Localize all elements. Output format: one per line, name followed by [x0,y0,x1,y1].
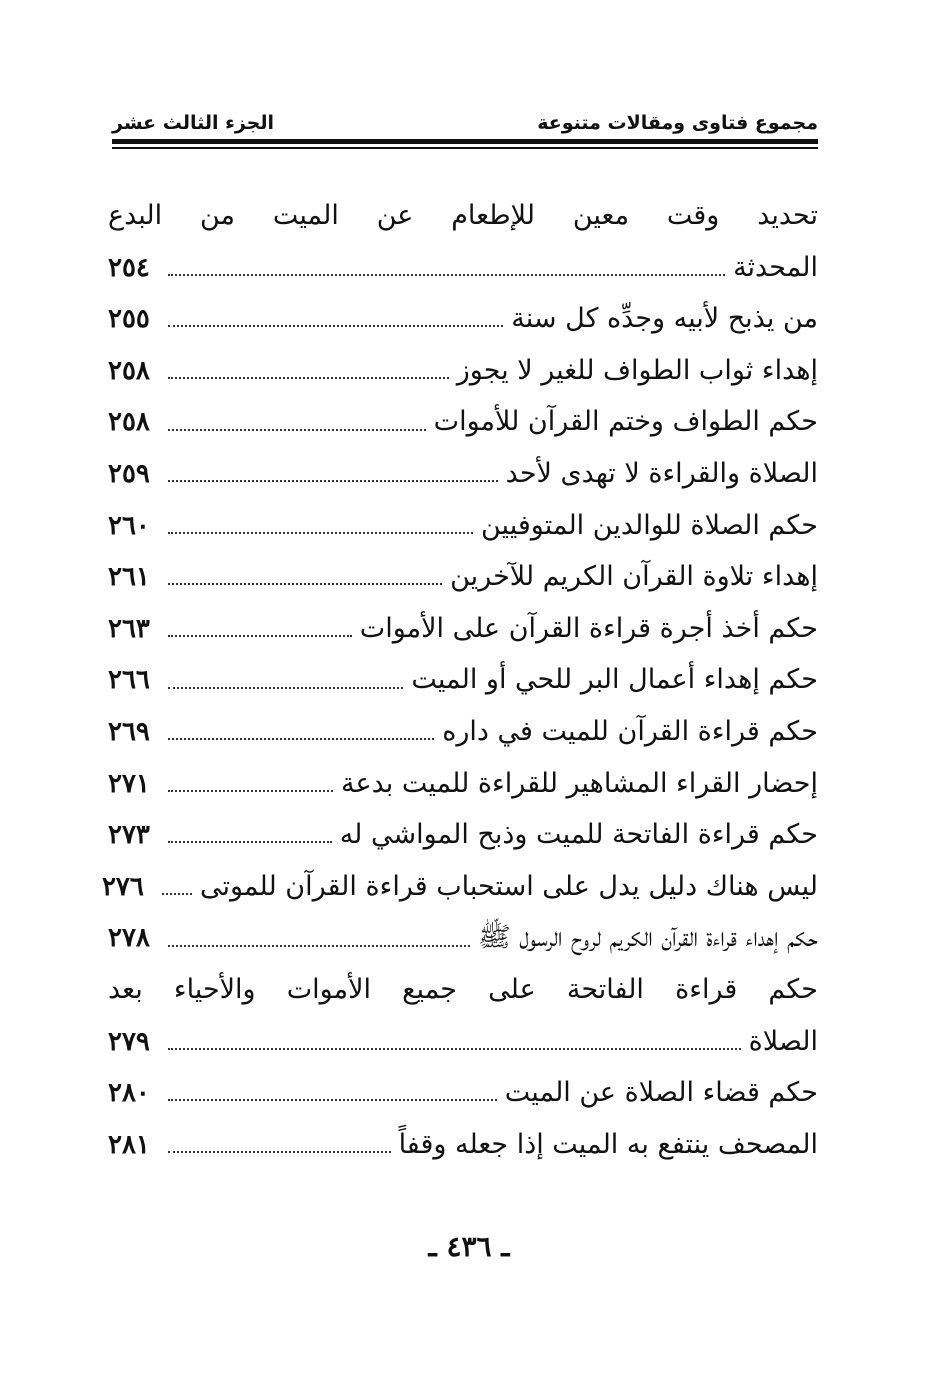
header-rule-thin [112,147,818,149]
dot-leader [168,634,352,637]
toc-entry [108,1016,818,1068]
toc-entry-page: ٢٧٩ [108,1026,150,1057]
dot-leader [162,892,192,895]
toc-entry [108,809,818,861]
toc-entry-page: ٢٨١ [108,1129,150,1160]
dot-leader [168,737,434,740]
toc-entry-page: ٢٥٥ [108,304,150,335]
toc-entry [108,603,818,655]
toc-entry-title: إهداء ثواب الطواف للغير لا يجوز [456,354,818,386]
dot-leader [168,1047,741,1050]
toc-entry-page: ٢٦٦ [108,665,150,696]
toc-entry-page: ٢٦١ [108,562,150,593]
toc-entry-page: ٢٥٤ [108,252,150,283]
toc-entry-title: حكم أخذ أجرة قراءة القرآن على الأموات [359,612,818,644]
toc-entry-title: المصحف ينتفع به الميت إذا جعله وقفاً [398,1128,818,1160]
dot-leader [168,1098,497,1101]
dot-leader [168,582,442,585]
dot-leader [168,1150,391,1153]
table-of-contents [101,190,818,1170]
toc-entry-page: ٢٨٠ [108,1078,150,1109]
toc-entry [108,964,818,1016]
toc-entry [108,1067,818,1119]
page-number: ـ ٤٣٦ ـ [428,1230,510,1263]
toc-entry-title: إهداء تلاوة القرآن الكريم للآخرين [450,561,818,593]
toc-entry [108,242,818,294]
toc-entry [108,500,818,552]
toc-entry-page: ٢٧٣ [108,820,150,851]
dot-leader [168,324,503,327]
toc-entry-page: ٢٥٩ [108,458,150,489]
toc-entry-title: الصلاة والقراءة لا تهدى لأحد [505,457,818,489]
toc-entry [108,1119,818,1171]
toc-entry [101,861,818,913]
toc-entry-title: ليس هناك دليل يدل على استحباب قراءة القرآن للموتى [199,870,818,902]
toc-entry-title: تحديد وقت معين للإطعام عن الميت من البدع [108,200,818,231]
toc-entry [108,654,818,706]
toc-entry-page: ٢٥٨ [108,407,150,438]
book-title: مجموع فتاوى ومقالات متنوعة [537,112,818,134]
dot-leader [168,428,426,431]
toc-entry-page: ٢٥٨ [108,355,150,386]
toc-entry [108,345,818,397]
toc-entry-title: من يذبح لأبيه وجدِّه كل سنة [511,303,818,335]
toc-entry-title: حكم إهداء أعمال البر للحي أو الميت [411,664,818,696]
toc-entry-title: حكم إهداء قراءة القرآن الكريم لروح الرسول ﷺ [478,922,818,954]
toc-entry [108,293,818,345]
dot-leader [168,531,473,534]
toc-entry-page: ٢٧٨ [108,923,150,954]
toc-entry-title: المحدثة [733,251,818,283]
toc-entry-page: ٢٦٠ [108,510,150,541]
toc-entry [108,551,818,603]
toc-entry-title: حكم قراءة الفاتحة للميت وذبح المواشي له [339,819,818,851]
toc-entry [108,190,818,242]
toc-entry [108,706,818,758]
toc-entry-page: ٢٧١ [108,768,150,799]
toc-entry [108,758,818,810]
dot-leader [168,840,332,843]
toc-entry-title: حكم الصلاة للوالدين المتوفيين [481,509,818,541]
toc-entry-title: الصلاة [748,1025,818,1057]
dot-leader [168,686,403,689]
dot-leader [168,273,725,276]
toc-entry [108,396,818,448]
dot-leader [168,944,470,947]
dot-leader [168,789,333,792]
toc-entry-title: حكم قضاء الصلاة عن الميت [504,1077,818,1109]
header-rule-thick [112,139,818,144]
toc-entry-title: حكم قراءة الفاتحة على جميع الأموات والأحياء بعد [108,973,818,1005]
volume-label: الجزء الثالث عشر [112,112,275,134]
dot-leader [168,376,449,379]
toc-entry-title: إحضار القراء المشاهير للقراءة للميت بدعة [341,767,818,799]
toc-entry [108,448,818,500]
toc-entry-title: حكم الطواف وختم القرآن للأموات [433,406,818,438]
toc-entry-page: ٢٦٣ [108,613,150,644]
toc-entry [108,912,818,964]
dot-leader [168,479,498,482]
toc-entry-page: ٢٧٦ [101,871,144,902]
running-header [112,98,818,134]
toc-entry-page: ٢٦٩ [108,716,150,747]
toc-entry-title: حكم قراءة القرآن للميت في داره [442,715,818,747]
